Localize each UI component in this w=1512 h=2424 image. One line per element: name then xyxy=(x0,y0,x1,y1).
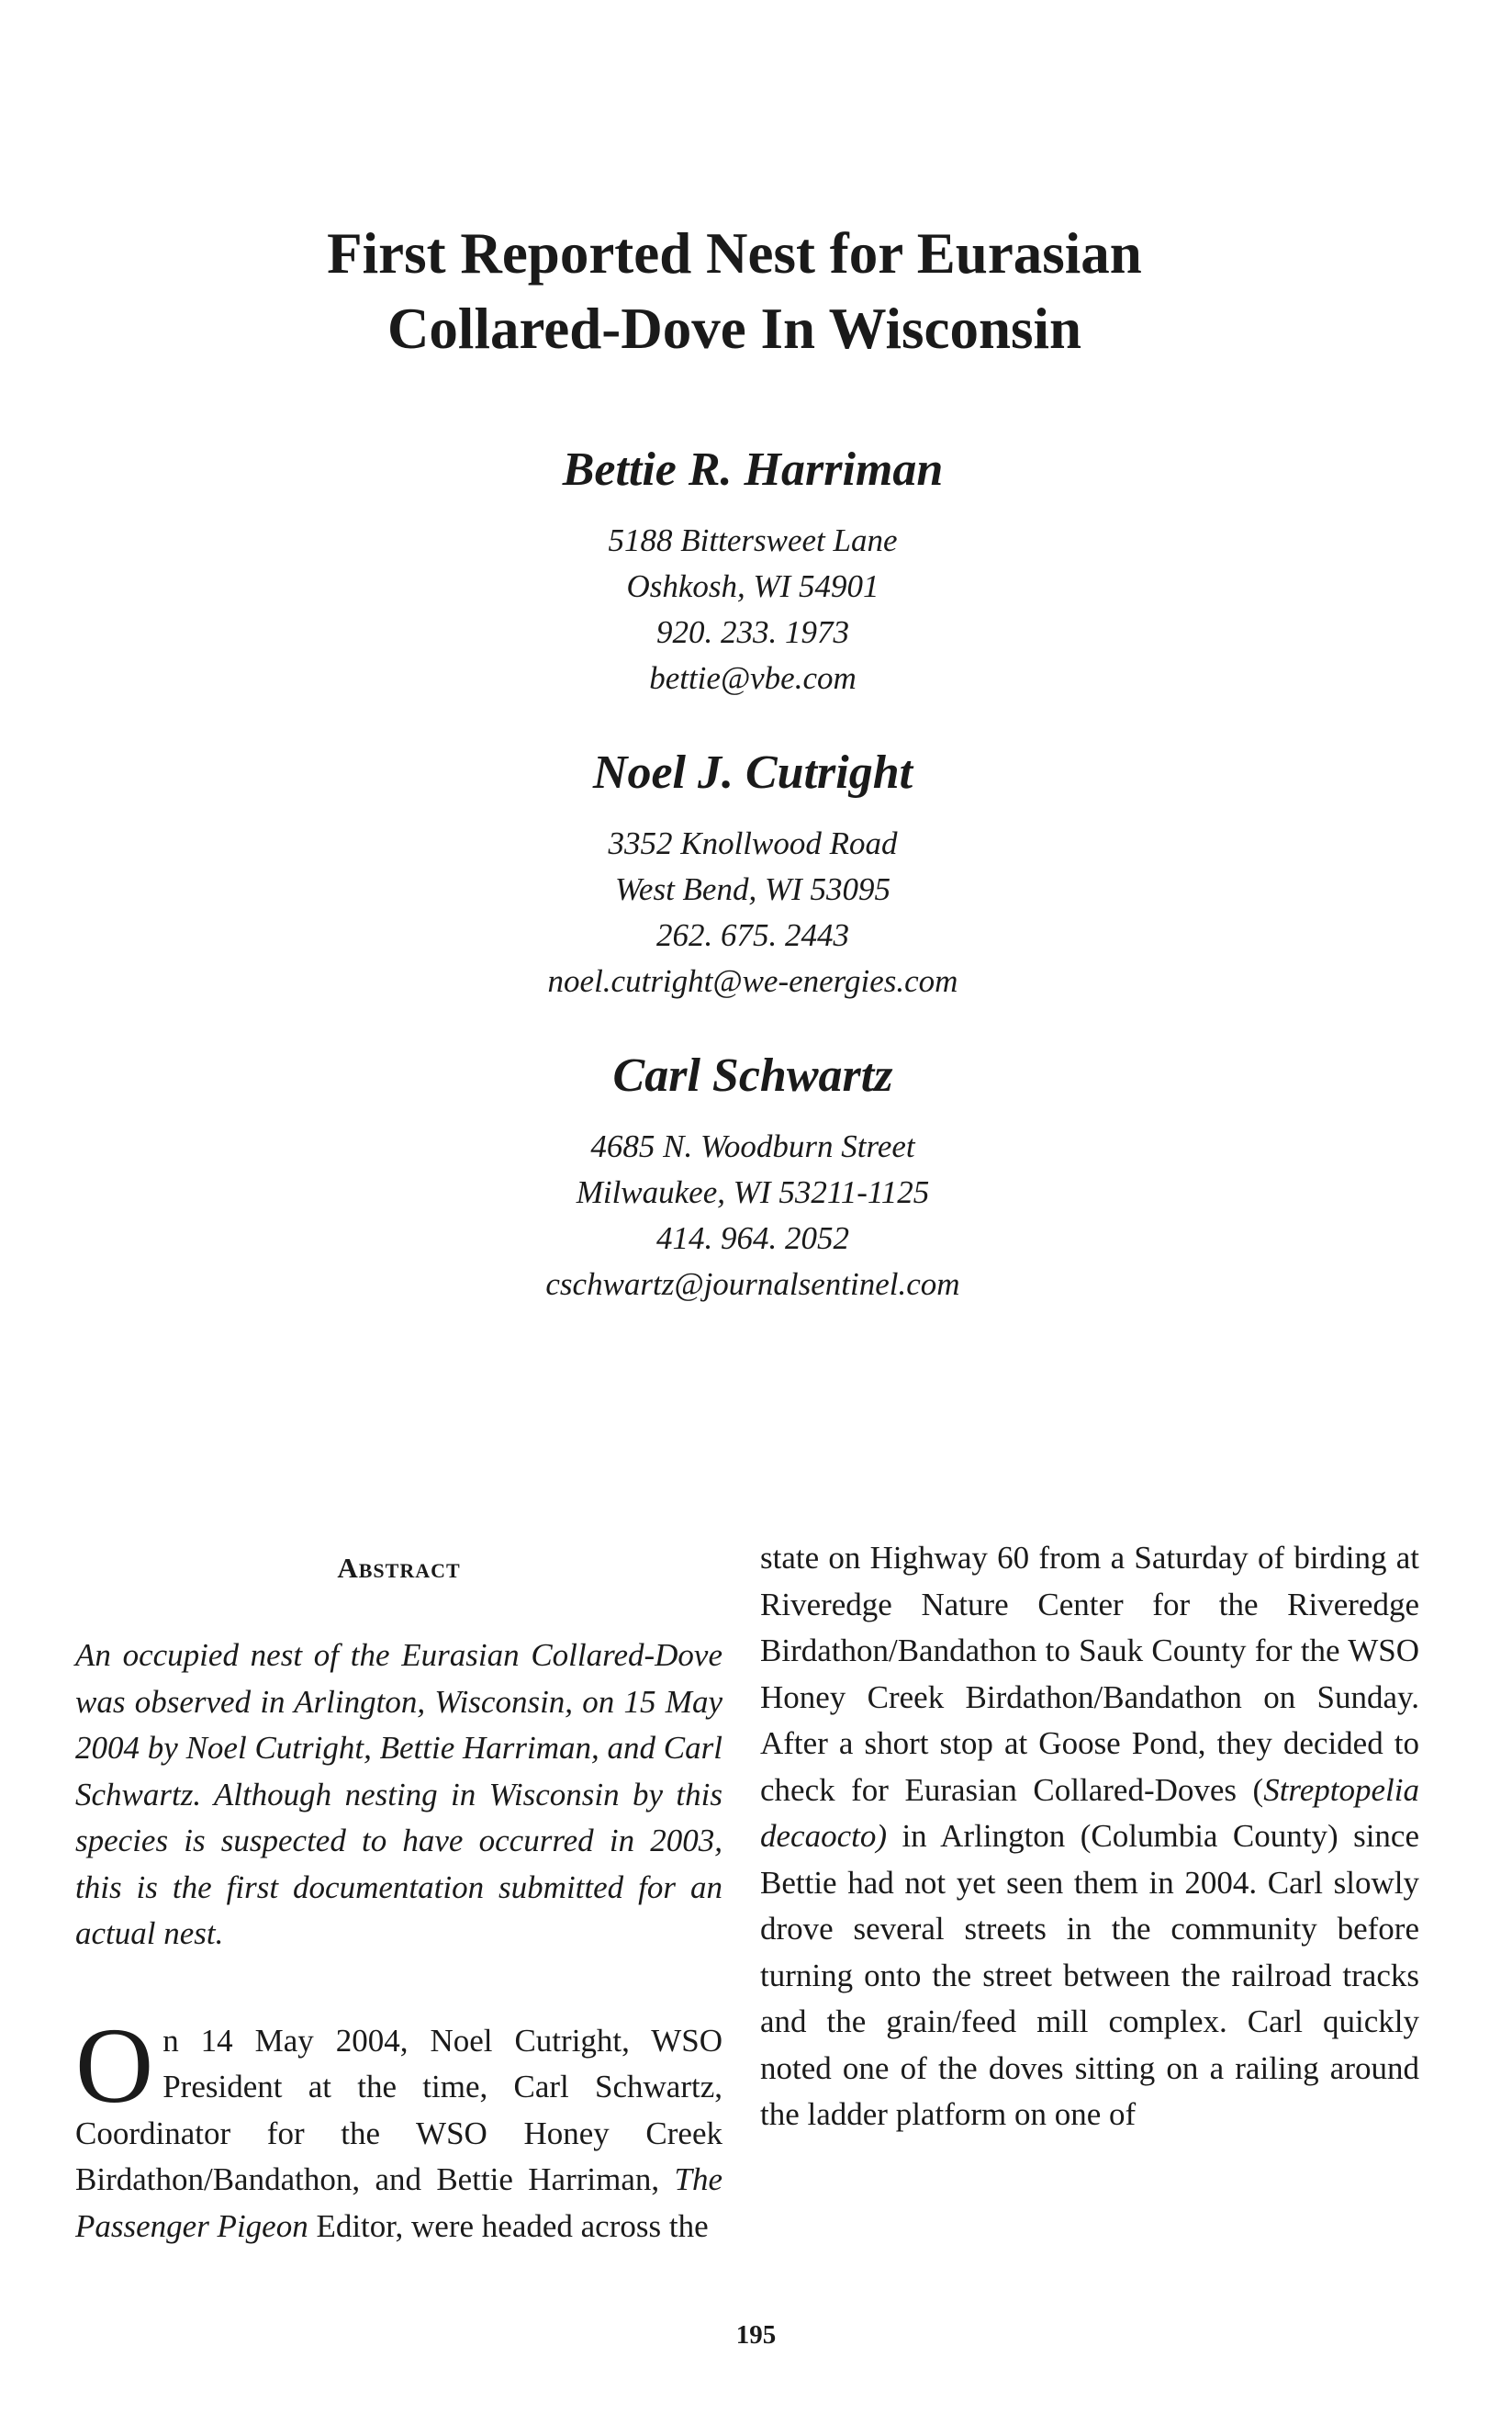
left-column xyxy=(75,1535,722,2250)
author-city: Milwaukee, WI 53211-1125 xyxy=(576,1174,930,1210)
article-title xyxy=(138,216,1331,366)
author-street: 4685 N. Woodburn Street xyxy=(590,1128,915,1164)
species-name: Streptopelia decaocto) xyxy=(760,1771,1419,1854)
title-line-1: First Reported Nest for Eurasian xyxy=(327,221,1142,286)
abstract-heading: Abstract xyxy=(337,1552,461,1584)
author-phone: 920. 233. 1973 xyxy=(656,614,849,650)
author-block-cutright xyxy=(294,742,1212,1004)
author-email: noel.cutright@we-energies.com xyxy=(547,963,958,999)
author-street: 5188 Bittersweet Lane xyxy=(608,522,898,558)
author-phone: 414. 964. 2052 xyxy=(656,1220,849,1256)
body-text-segment: state on Highway 60 from a Saturday of birding at Riveredge Nature Center for the Riveredge Birdathon/Bandathon to Sauk County for the WSO Honey Creek Birdathon/Bandathon on Sunday. After a short stop at Goose Pond, they decided to check for Eurasian Collared-Doves ( xyxy=(760,1540,1419,1808)
author-email: cschwartz@journalsentinel.com xyxy=(545,1266,960,1302)
abstract-text: An occupied nest of the Eurasian Collared-Dove was observed in Arlington, Wisconsin, on 15 May 2004 by Noel Cutright, Bettie Harriman, and Carl Schwartz. Although nesting in Wisconsin by this species is suspected to have occurred in 2003, this is the first documentation submitted for an actual nest. xyxy=(75,1637,722,1951)
author-email: bettie@vbe.com xyxy=(649,660,857,696)
author-city: Oshkosh, WI 54901 xyxy=(626,568,879,604)
journal-name: The Passenger Pigeon xyxy=(75,2161,722,2244)
author-block-schwartz xyxy=(294,1045,1212,1307)
author-phone: 262. 675. 2443 xyxy=(656,917,849,953)
author-block-harriman xyxy=(294,439,1212,701)
drop-cap: O xyxy=(75,2004,154,2126)
author-name: Noel J. Cutright xyxy=(592,746,913,799)
author-city: West Bend, WI 53095 xyxy=(614,871,891,907)
right-column xyxy=(760,1535,1419,2138)
author-name: Carl Schwartz xyxy=(612,1049,893,1102)
body-paragraph-continued xyxy=(760,1535,1419,2138)
body-text-segment: in Arlington (Columbia County) since Bettie had not yet seen them in 2004. Carl slowly drove several streets in the community before turning onto the street between the railroad tracks and the grain/feed mill complex. Carl quickly noted one of the doves sitting on a railing around the ladder platform on one of xyxy=(760,1818,1419,2132)
body-paragraph-start xyxy=(75,2004,722,2250)
body-text-segment: Editor, were headed across the xyxy=(308,2207,709,2244)
body-text-segment: n 14 May 2004, Noel Cutright, WSO President at the time, Carl Schwartz, Coordinator for the WSO Honey Creek Birdathon/Bandathon, and Bettie Harriman, xyxy=(75,2022,722,2197)
author-street: 3352 Knollwood Road xyxy=(608,825,898,861)
title-line-2: Collared-Dove In Wisconsin xyxy=(386,297,1082,361)
author-name: Bettie R. Harriman xyxy=(562,443,944,496)
page-number: 195 xyxy=(735,2320,777,2350)
